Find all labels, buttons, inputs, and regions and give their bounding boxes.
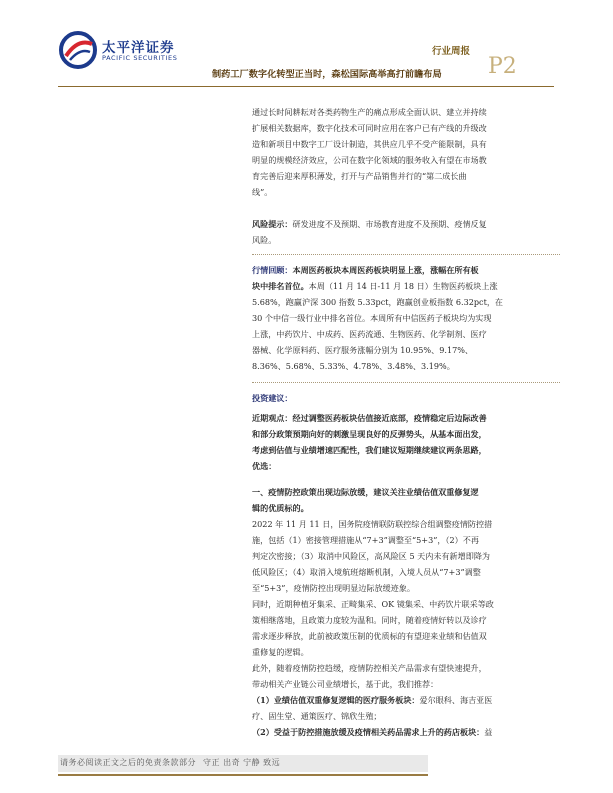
intro-paragraph bbox=[252, 104, 560, 200]
text-line: 考虑到估值与业绩增速匹配性，我们建议短期继续建议两条思路， bbox=[252, 445, 487, 455]
text-line: 30 个中信一级行业中排名首位。本周所有中信医药子板块均为实现 bbox=[252, 313, 492, 323]
section-one-heading bbox=[252, 484, 560, 516]
text-line: 扩展相关数据库，数字化技术可同时应用在客户已有产线的升级改 bbox=[252, 123, 487, 133]
text-line: 风险。 bbox=[252, 235, 277, 245]
text-line: 此外，随着疫情防控趋缓，疫情防控相关产品需求有望快速提升， bbox=[252, 663, 487, 673]
text-line: 爱尔眼科、海吉亚医 bbox=[419, 695, 493, 705]
page-title: 制药工厂数字化转型正当时，森松国际高举高打前瞻布局 bbox=[212, 69, 442, 80]
text-line: 研发进度不及预期、市场教育进度不及预期、疫情反复 bbox=[292, 219, 487, 229]
section-divider bbox=[252, 254, 560, 255]
logo-chinese-name: 太平洋证券 bbox=[102, 40, 175, 56]
market-review-highlight: 本周医药板块本周医药板块明显上涨，涨幅在所有板 bbox=[292, 265, 479, 275]
text-line: 重修复的逻辑。 bbox=[252, 647, 309, 657]
footer-divider bbox=[58, 774, 428, 776]
text-line: 育完善后迎来厚积薄发，打开与产品销售并行的“第二成长曲 bbox=[252, 171, 467, 181]
section-heading: 投资建议： bbox=[252, 393, 293, 403]
recommendation-paragraph bbox=[252, 660, 560, 740]
text-line: 同时，近期种植牙集采、正畸集采、OK 镜集采、中药饮片联采等政 bbox=[252, 599, 494, 609]
text-line: 线”。 bbox=[252, 187, 273, 197]
text-line: 判定次密接；（3）取消中风险区，高风险区 5 天内未有新增即降为 bbox=[252, 551, 491, 561]
text-line: 策相继落地，且政策力度较为温和。同时，随着疫情好转以及诊疗 bbox=[252, 615, 487, 625]
recommendation-item-title: （1）业绩估值双重修复逻辑的医疗服务板块： bbox=[252, 695, 420, 705]
text-line: 施，包括（1）密接管理措施从“7+3”调整至“5+3”，（2）不再 bbox=[252, 535, 479, 545]
recent-view-paragraph bbox=[252, 410, 560, 474]
section-divider bbox=[252, 382, 560, 383]
risk-label: 风险提示： bbox=[252, 219, 293, 229]
investment-advice-heading bbox=[252, 390, 560, 406]
report-type-label: 行业周报 bbox=[432, 46, 471, 57]
disclaimer-notice: 请务必阅读正文之后的免责条款部分 bbox=[60, 758, 196, 767]
policy-paragraph bbox=[252, 516, 560, 596]
text-line: 至“5+3”，疫情防控出现明显边际放缓迹象。 bbox=[252, 583, 415, 593]
text-line: 低风险区；（4）取消入境航班熔断机制，入境人员从“7+3”调整 bbox=[252, 567, 481, 577]
text-line: 辑的优质标的。 bbox=[252, 503, 309, 513]
market-review-label: 行情回顾： bbox=[252, 265, 293, 275]
page-number: P2 bbox=[488, 54, 517, 79]
footer-text bbox=[60, 757, 280, 768]
market-review-highlight: 块中排名首位。 bbox=[252, 281, 309, 291]
text-line: 8.36%、5.68%、5.33%、4.78%、3.48%、3.19%。 bbox=[252, 361, 455, 371]
text-line: 上涨，中药饮片、中成药、医药流通、生物医药、化学制剂、医疗 bbox=[252, 329, 487, 339]
text-line: 需求逐步释放，此前被政策压制的优质标的有望迎来业绩和估值双 bbox=[252, 631, 487, 641]
text-line: 益 bbox=[484, 727, 493, 737]
text-line: 器械、化学原料药、医疗服务涨幅分别为 10.95%、9.17%、 bbox=[252, 345, 474, 355]
text-line: 和部分政策预期向好的刺激呈现良好的反弹势头，从基本面出发， bbox=[252, 429, 487, 439]
text-line: 5.68%，跑赢沪深 300 指数 5.33pct，跑赢创业板指数 6.32pct，在 bbox=[252, 297, 504, 307]
text-line: 明显的规模经济效应，公司在数字化领域的服务收入有望在市场教 bbox=[252, 155, 487, 165]
text-line: 一、疫情防控政策出现边际放缓，建议关注业绩估值双重修复逻 bbox=[252, 487, 479, 497]
text-line: 本周（11 月 14 日-11 月 18 日）生物医药板块上涨 bbox=[308, 281, 498, 291]
recommendation-item-title: （2）受益于防控措施放缓及疫情相关药品需求上升的药店板块： bbox=[252, 727, 485, 737]
text-line: 疗、固生堂、通策医疗、锦欣生殖； bbox=[252, 711, 382, 721]
text-line: 通过长时间耕耘对各类药物生产的痛点形成全面认识、建立并持续 bbox=[252, 107, 487, 117]
text-line: 2022 年 11 月 11 日，国务院疫情联防联控综合组调整疫情防控措 bbox=[252, 519, 493, 529]
company-motto: 守正 出奇 宁静 致远 bbox=[203, 758, 281, 767]
text-line: 带动相关产业链公司业绩增长，基于此，我们推荐： bbox=[252, 679, 439, 689]
pacific-securities-logo-icon bbox=[58, 30, 98, 70]
text-line: 优选： bbox=[252, 461, 277, 471]
logo-english-name: PACIFIC SECURITIES bbox=[102, 54, 178, 62]
market-review-paragraph bbox=[252, 262, 560, 374]
page-header bbox=[0, 0, 613, 90]
risk-paragraph bbox=[252, 216, 560, 248]
text-line: 造和新项目中数字工厂设计制造，其供应几乎不受产能限制，具有 bbox=[252, 139, 487, 149]
impact-paragraph bbox=[252, 596, 560, 660]
text-line: 近期观点：经过调整医药板块估值接近底部，疫情稳定后边际改善 bbox=[252, 413, 487, 423]
header-divider bbox=[58, 86, 554, 87]
